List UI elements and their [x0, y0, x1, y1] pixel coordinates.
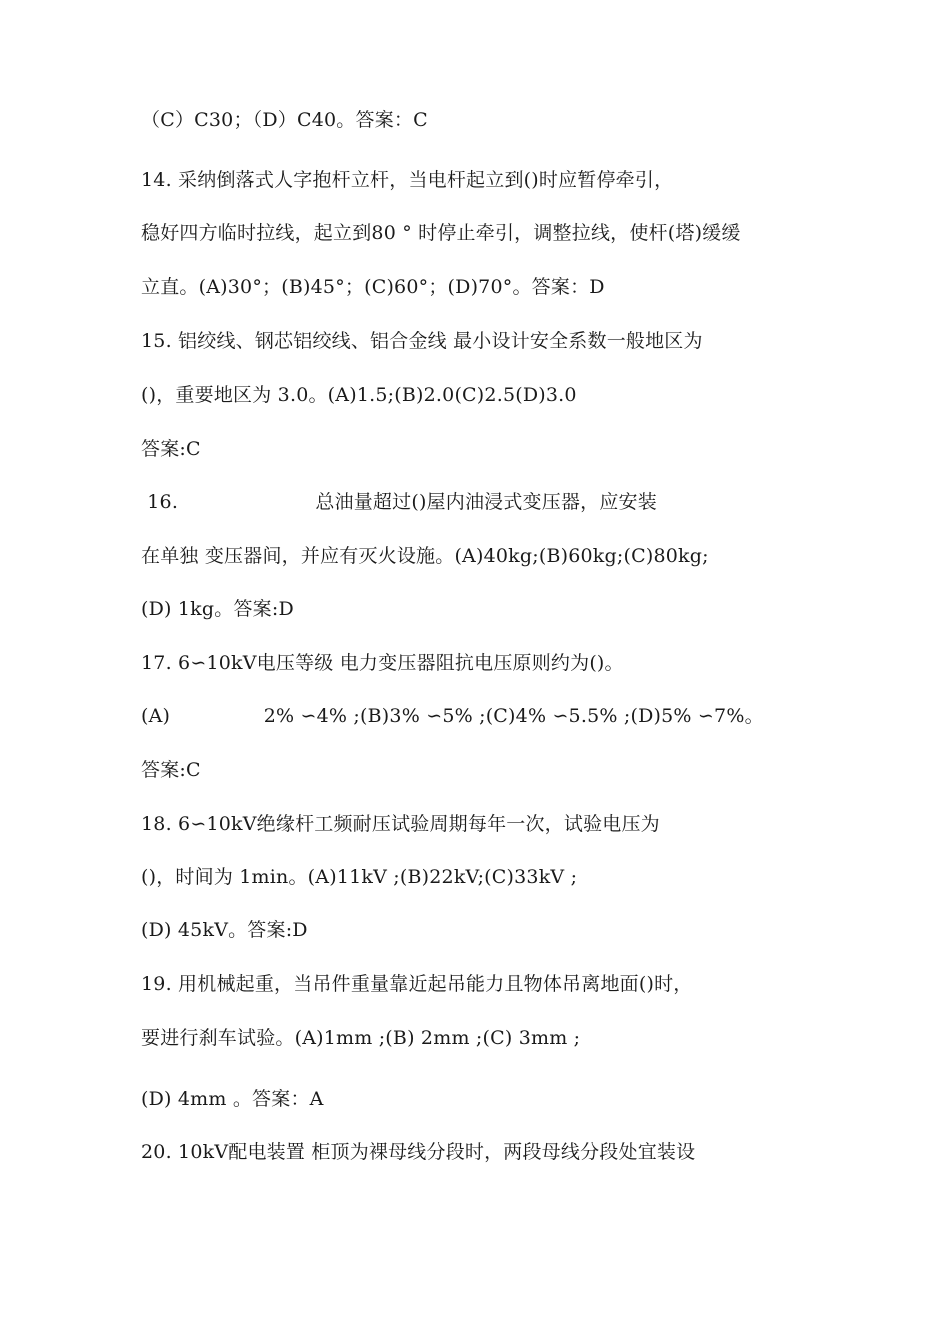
question-19-answer: (D) 4mm 。答案：A	[141, 1088, 324, 1110]
question-17-options: (A) 2% ∽4% ;(B)3% ∽5% ;(C)4% ∽5.5% ;(D)5% ∽7%。	[141, 705, 764, 727]
question-16-answer: (D) 1kg。答案:D	[141, 598, 294, 620]
question-16-line-2: 在单独 变压器间，并应有灭火设施。(A)40kg;(B)60kg;(C)80kg;	[141, 545, 709, 567]
question-19-line-1: 19. 用机械起重，当吊件重量靠近起吊能力且物体吊离地面()时，	[141, 973, 693, 995]
question-18-line-1: 18. 6∽10kV绝缘杆工频耐压试验周期每年一次，试验电压为	[141, 813, 660, 835]
question-14-line-1: 14. 采纳倒落式人字抱杆立杆，当电杆起立到()时应暂停牵引，	[141, 169, 674, 191]
question-17-line-1: 17. 6∽10kV电压等级 电力变压器阻抗电压原则约为()。	[141, 652, 624, 674]
text-line: （C）C30；（D）C40。答案：C	[141, 109, 428, 131]
question-15-line-2: ()，重要地区为 3.0。(A)1.5;(B)2.0(C)2.5(D)3.0	[141, 384, 577, 406]
question-18-answer: (D) 45kV。答案:D	[141, 919, 308, 941]
question-14-line-3: 立直。(A)30°；(B)45°；(C)60°；(D)70°。答案：D	[141, 276, 605, 298]
question-20-line-1: 20. 10kV配电装置 柜顶为裸母线分段时，两段母线分段处宜装设	[141, 1141, 696, 1163]
question-15-answer: 答案:C	[141, 438, 201, 460]
question-14-line-2: 稳好四方临时拉线，起立到80 ° 时停止牵引，调整拉线，使杆(塔)缓缓	[141, 222, 741, 244]
question-19-line-2: 要进行刹车试验。(A)1mm ;(B) 2mm ;(C) 3mm ;	[141, 1027, 581, 1049]
question-15-line-1: 15. 铝绞线、钢芯铝绞线、铝合金线 最小设计安全系数一般地区为	[141, 330, 703, 352]
question-17-answer: 答案:C	[141, 759, 201, 781]
question-16-line-1: 16. 总油量超过()屋内油浸式变压器，应安装	[141, 491, 657, 513]
question-18-line-2: ()，时间为 1min。(A)11kV ;(B)22kV;(C)33kV ;	[141, 866, 578, 888]
